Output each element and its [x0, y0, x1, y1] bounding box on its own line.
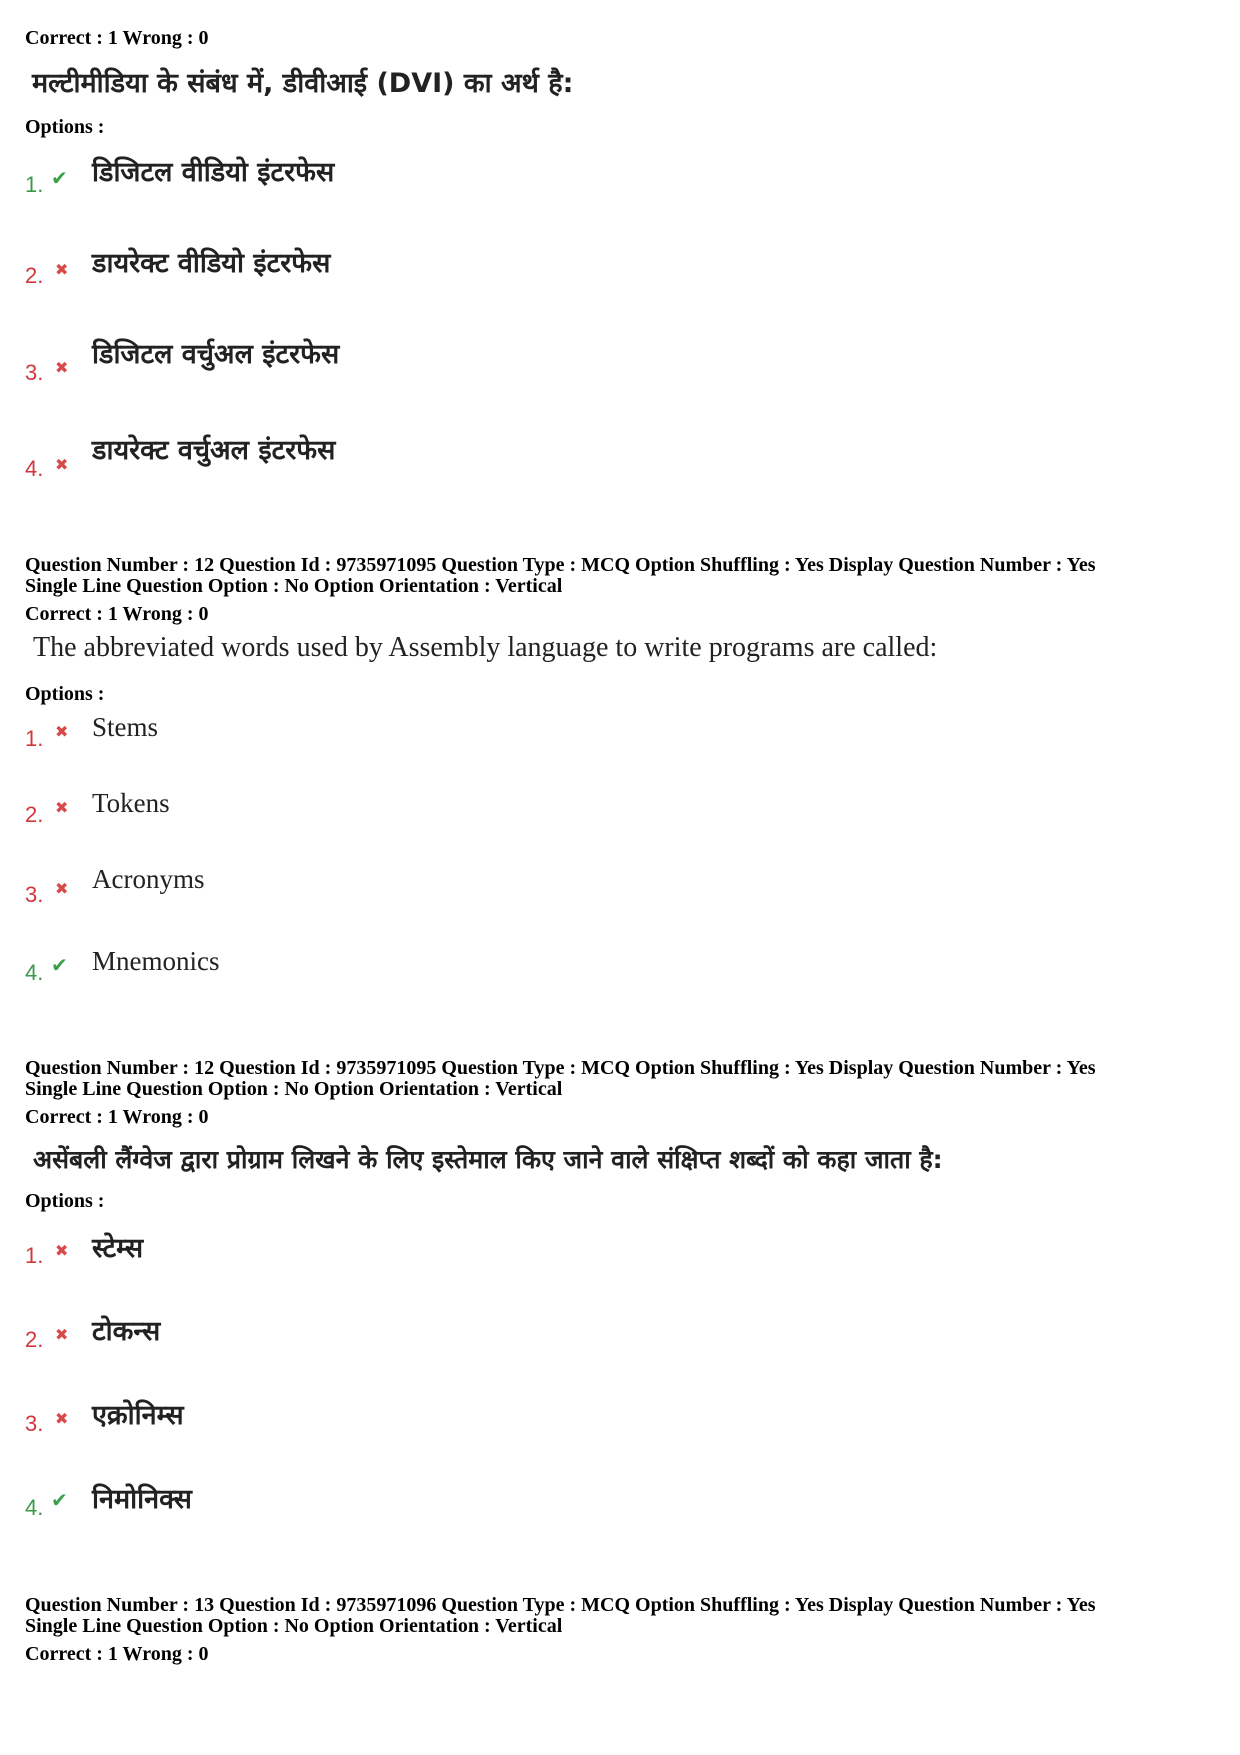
correct-wrong-summary: Correct : 1 Wrong : 0	[25, 27, 209, 49]
correct-wrong-summary: Correct : 1 Wrong : 0	[25, 1643, 209, 1665]
option-text: एक्रोनिम्स	[92, 1400, 184, 1431]
question-text: The abbreviated words used by Assembly language to write programs are called:	[33, 632, 938, 663]
option-text: डायरेक्ट वर्चुअल इंटरफेस	[92, 435, 336, 466]
option-text: Mnemonics	[92, 946, 220, 976]
question-meta: Question Number : 13 Question Id : 9735971096 Question Type : MCQ Option Shuffling : Yes Display Question Number : Yes	[25, 1594, 1096, 1616]
option-text: डायरेक्ट वीडियो इंटरफेस	[92, 248, 331, 279]
option-number: 1.	[25, 1243, 44, 1268]
option-number: 4.	[25, 1495, 44, 1520]
option-number: 1.	[25, 172, 44, 197]
cross-icon: ✖	[55, 1409, 69, 1428]
option-number: 3.	[25, 360, 44, 385]
question-meta: Question Number : 12 Question Id : 9735971095 Question Type : MCQ Option Shuffling : Yes Display Question Number : Yes	[25, 1057, 1096, 1079]
cross-icon: ✖	[55, 260, 69, 279]
correct-wrong-summary: Correct : 1 Wrong : 0	[25, 603, 209, 625]
option-text: Stems	[92, 712, 159, 742]
question-text: असेंबली लैंग्वेज द्वारा प्रोग्राम लिखने के लिए इस्तेमाल किए जाने वाले संक्षिप्त शब्दों को कहा जाता है:	[33, 1145, 943, 1174]
check-icon: ✔	[51, 1488, 68, 1512]
check-icon: ✔	[51, 166, 68, 190]
check-icon: ✔	[51, 953, 68, 977]
question-text: मल्टीमीडिया के संबंध में, डीवीआई (DVI) का अर्थ है:	[32, 68, 574, 99]
option-number: 1.	[25, 726, 44, 751]
option-text: डिजिटल वर्चुअल इंटरफेस	[92, 339, 340, 370]
option-text: स्टेम्स	[92, 1233, 144, 1264]
question-meta: Single Line Question Option : No Option Orientation : Vertical	[25, 1078, 563, 1100]
option-number: 3.	[25, 882, 44, 907]
cross-icon: ✖	[55, 358, 69, 377]
question-meta: Question Number : 12 Question Id : 9735971095 Question Type : MCQ Option Shuffling : Yes Display Question Number : Yes	[25, 554, 1096, 576]
cross-icon: ✖	[55, 722, 69, 741]
cross-icon: ✖	[55, 1325, 69, 1344]
cross-icon: ✖	[55, 879, 69, 898]
option-text: टोकन्स	[92, 1316, 161, 1347]
option-text: Acronyms	[92, 864, 205, 894]
option-number: 4.	[25, 960, 44, 985]
question-meta: Single Line Question Option : No Option Orientation : Vertical	[25, 1615, 563, 1637]
cross-icon: ✖	[55, 798, 69, 817]
question-meta: Single Line Question Option : No Option Orientation : Vertical	[25, 575, 563, 597]
option-text: निमोनिक्स	[92, 1484, 192, 1515]
options-label: Options :	[25, 116, 105, 138]
option-text: Tokens	[92, 788, 170, 818]
cross-icon: ✖	[55, 1241, 69, 1260]
option-number: 2.	[25, 263, 44, 288]
option-number: 4.	[25, 456, 44, 481]
options-label: Options :	[25, 683, 105, 705]
option-number: 2.	[25, 1327, 44, 1352]
option-number: 2.	[25, 802, 44, 827]
correct-wrong-summary: Correct : 1 Wrong : 0	[25, 1106, 209, 1128]
options-label: Options :	[25, 1190, 105, 1212]
option-text: डिजिटल वीडियो इंटरफेस	[92, 157, 335, 188]
cross-icon: ✖	[55, 455, 69, 474]
option-number: 3.	[25, 1411, 44, 1436]
